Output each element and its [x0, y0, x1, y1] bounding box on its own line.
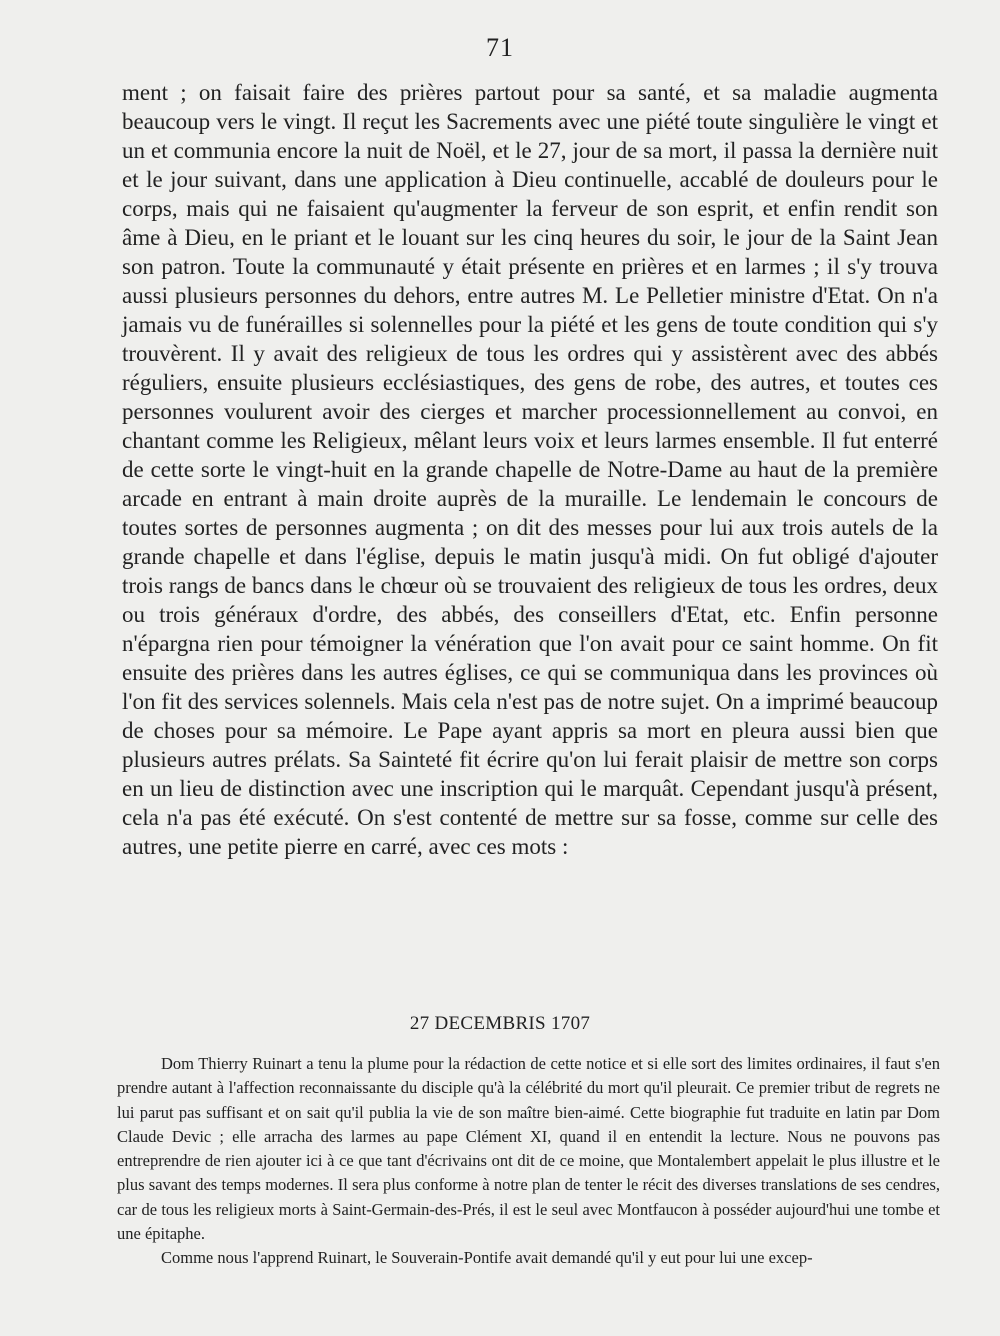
main-text [122, 78, 938, 861]
footnote-paragraph-2: Comme nous l'apprend Ruinart, le Souverain-Pontife avait demandé qu'il y eut pour lui une excep- [161, 1248, 813, 1268]
main-paragraph: ment ; on faisait faire des prières partout pour sa santé, et sa maladie augmenta beaucoup vers le vingt. Il reçut les Sacrements avec une piété toute singulière le vingt et un et communia encore la nuit de Noël, et le 27, jour de sa mort, il passa la dernière nuit et le jour suivant, dans une application à Dieu continuelle, accablé de douleurs pour le corps, mais qui ne faisaient qu'augmenter la ferveur de son esprit, et enfin rendit son âme à Dieu, en le priant et le louant sur les cinq heures du soir, le jour de la Saint Jean son patron. Toute la communauté y était présente en prières et en larmes ; il s'y trouva aussi plusieurs personnes du dehors, entre autres M. Le Pelletier ministre d'Etat. On n'a jamais vu de funérailles si solennelles pour la piété et les gens de toute condition qui s'y trouvèrent. Il y avait des religieux de tous les ordres qui y assistèrent avec des abbés réguliers, ensuite plusieurs ecclésiastiques, des gens de robe, des autres, et toutes ces personnes voulurent avoir des cierges et marcher processionnellement au convoi, en chantant comme les Religieux, mêlant leurs voix et leurs larmes ensemble. Il fut enterré de cette sorte le vingt-huit en la grande chapelle de Notre-Dame au haut de la première arcade en entrant à main droite auprès de la muraille. Le lendemain le concours de toutes sortes de personnes augmenta ; on dit des messes pour lui aux trois autels de la grande chapelle et dans l'église, depuis le matin jusqu'à midi. On fut obligé d'ajouter trois rangs de bancs dans le chœur où se trouvaient des religieux de tous les ordres, deux ou trois généraux d'ordre, des abbés, des conseillers d'Etat, etc. Enfin personne n'épargna rien pour témoigner la vénération que l'on avait pour ce saint homme. On fit ensuite des prières dans les autres églises, ce qui se communiqua dans les provinces où l'on fit des services solennels. Mais cela n'est pas de notre sujet. On a imprimé beaucoup de choses pour sa mémoire. Le Pape ayant appris sa mort en pleura aussi bien que plusieurs autres prélats. Sa Sainteté fit écrire qu'on lui ferait plaisir de mettre son corps en un lieu de distinction avec une inscription qui le marquât. Cependant jusqu'à présent, cela n'a pas été exécuté. On s'est contenté de mettre sur sa fosse, comme sur celle des autres, une petite pierre en carré, avec ces mots : [122, 80, 938, 859]
page-number: 71 [486, 33, 514, 62]
footnote-block [117, 1052, 940, 1271]
footnote-paragraph-1: Dom Thierry Ruinart a tenu la plume pour la rédaction de cette notice et si elle sort des limites ordinaires, il faut s'en prendre autant à l'affection reconnaissante du disciple qu'à la célébrité du mort qu'il pleurait. Ce premier tribut de regrets ne lui parut pas suffisant et on sait qu'il publia la vie de son maître bien-aimé. Cette biographie fut traduite en latin par Dom Claude Devic ; elle arracha des larmes au pape Clément XI, quand il en entendit la lecture. Nous ne pouvons pas entreprendre de rien ajouter ici à ce que tant d'écrivains ont dit de ce moine, que Montalembert appelait le plus illustre et le plus savant des temps modernes. Il sera plus conforme à notre plan de tenter le récit des diverses translations de ses cendres, car de tous les religieux morts à Saint-Germain-des-Prés, il est le seul avec Montfaucon à posséder aujourd'hui une tombe et une épitaphe. [117, 1054, 940, 1244]
inscription-date: 27 DECEMBRIS 1707 [409, 1013, 591, 1034]
